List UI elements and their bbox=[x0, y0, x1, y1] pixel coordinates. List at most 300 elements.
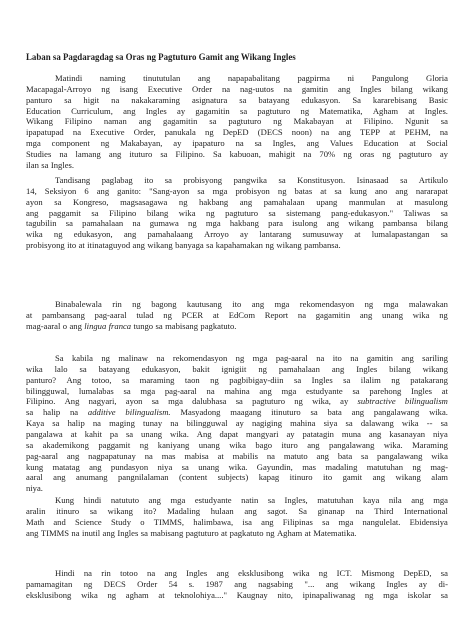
text-line bbox=[26, 462, 448, 473]
word: hakbang bbox=[199, 196, 229, 207]
word: isang bbox=[119, 83, 138, 94]
word: bilang bbox=[391, 83, 413, 94]
word: wikang bbox=[422, 363, 448, 374]
word: ang bbox=[368, 428, 382, 439]
text-line bbox=[26, 186, 448, 197]
text-line bbox=[26, 149, 448, 160]
word: ng bbox=[277, 185, 287, 196]
word: kapag bbox=[258, 472, 280, 483]
word: Ingles. bbox=[424, 105, 448, 116]
word: sa bbox=[239, 105, 248, 116]
word: magsasagawa bbox=[120, 196, 168, 207]
word: Seksiyon bbox=[44, 185, 77, 196]
word: ang bbox=[395, 185, 408, 196]
word: subtractive bbox=[357, 396, 396, 407]
word: Filipino bbox=[109, 207, 137, 218]
word: ilan bbox=[26, 159, 39, 170]
word: bilingguwal bbox=[186, 418, 228, 429]
word: at bbox=[396, 196, 403, 207]
word: tagubilin bbox=[26, 218, 57, 229]
text-line bbox=[55, 353, 448, 364]
word: lalo bbox=[54, 363, 68, 374]
word: probisyon bbox=[235, 185, 270, 196]
word: patakarang bbox=[410, 374, 448, 385]
word: sa bbox=[345, 418, 353, 429]
word: na bbox=[170, 418, 179, 429]
word: bilingualism. bbox=[125, 407, 171, 418]
word: Study bbox=[110, 516, 132, 527]
word: sa bbox=[343, 374, 351, 385]
word: batayang bbox=[258, 94, 290, 105]
word: ng bbox=[364, 299, 374, 309]
word: sa bbox=[268, 207, 276, 218]
word: ito bbox=[232, 299, 242, 309]
word: na bbox=[92, 418, 101, 429]
word: pag-aaral bbox=[26, 450, 58, 461]
word: mabisang bbox=[150, 527, 184, 538]
word: ang bbox=[306, 138, 320, 149]
word: wika bbox=[292, 568, 310, 578]
word: isa bbox=[242, 516, 252, 527]
word: ipapatupad bbox=[26, 127, 64, 138]
word: sa bbox=[26, 407, 34, 418]
word: sa bbox=[440, 568, 448, 578]
word: ang bbox=[359, 309, 373, 320]
word: bilingguwal, bbox=[26, 385, 70, 396]
word: Social bbox=[426, 138, 448, 149]
text-line bbox=[26, 106, 448, 117]
word: wika. bbox=[429, 407, 448, 418]
word: sa bbox=[65, 218, 73, 229]
word: Artikulo bbox=[418, 175, 448, 185]
word: bagong bbox=[151, 299, 177, 309]
word: TIMMS, bbox=[153, 516, 185, 527]
word: estudyante bbox=[305, 385, 343, 396]
word: mga bbox=[274, 299, 290, 309]
word: maagang bbox=[230, 407, 262, 418]
word: alam bbox=[431, 472, 448, 483]
word: batas bbox=[294, 185, 313, 196]
word: sagot. bbox=[267, 505, 288, 516]
word: ang bbox=[102, 527, 115, 538]
word: na bbox=[303, 148, 312, 159]
word: lingua bbox=[84, 320, 107, 331]
word: component bbox=[51, 138, 90, 149]
word: Ingles bbox=[386, 578, 408, 589]
word: mga bbox=[140, 385, 156, 396]
word: Masyadong bbox=[180, 407, 221, 418]
word: ang bbox=[234, 578, 247, 589]
word: at bbox=[70, 428, 77, 439]
word: ay bbox=[439, 148, 448, 159]
word: ang bbox=[96, 185, 110, 196]
word: Arroyo bbox=[204, 229, 229, 240]
text-line bbox=[26, 84, 448, 95]
word: sa bbox=[239, 94, 247, 105]
word: natututo bbox=[110, 495, 140, 505]
word: Ingles. bbox=[50, 159, 75, 170]
word: Ingles, bbox=[272, 138, 296, 149]
word: totoo bbox=[120, 568, 138, 578]
word: pang-edukasyon." bbox=[331, 207, 394, 218]
word: bata bbox=[337, 450, 353, 461]
word: Gayundin, bbox=[256, 461, 293, 472]
word: pambansa. bbox=[304, 240, 341, 251]
word: inutil bbox=[81, 527, 101, 538]
word: at bbox=[408, 105, 415, 116]
word: ituro bbox=[281, 439, 298, 450]
word: mga bbox=[433, 495, 448, 505]
word: na bbox=[206, 385, 215, 396]
word: DepED bbox=[222, 127, 249, 138]
word: pamahalaang bbox=[147, 229, 193, 240]
word: Maraming bbox=[412, 439, 448, 450]
word: Filipinas bbox=[282, 516, 313, 527]
word: niya bbox=[157, 461, 173, 472]
word: ang bbox=[197, 73, 211, 83]
word: bago bbox=[255, 439, 273, 450]
text-line bbox=[26, 310, 448, 321]
word: Ingles bbox=[145, 105, 167, 116]
word: sa bbox=[352, 385, 360, 396]
word: Filipino. bbox=[175, 148, 205, 159]
word: Order bbox=[192, 83, 213, 94]
text-line bbox=[26, 375, 448, 386]
word: Ingles, bbox=[284, 495, 308, 505]
word: gagamitin bbox=[163, 116, 198, 127]
word: dalawang bbox=[360, 418, 394, 429]
word: akademikong bbox=[42, 439, 89, 450]
word: teknolohiya...." bbox=[174, 589, 227, 600]
word: Sa bbox=[55, 353, 64, 363]
word: ang bbox=[164, 568, 177, 578]
word: pa bbox=[109, 428, 119, 439]
word: sa bbox=[440, 207, 448, 218]
word: pag-aaral bbox=[275, 353, 308, 363]
word: ng bbox=[258, 363, 267, 374]
word: na bbox=[156, 353, 165, 363]
word: at bbox=[354, 229, 361, 240]
word: kasanayan bbox=[389, 428, 426, 439]
word: sa bbox=[160, 148, 168, 159]
word: Taliwas bbox=[403, 207, 431, 218]
text-line bbox=[55, 568, 448, 579]
word: Isinasaad bbox=[356, 175, 389, 185]
word: ng bbox=[101, 353, 110, 363]
word: kaya bbox=[363, 495, 380, 505]
word: bilang bbox=[426, 218, 448, 229]
word: lumalabas bbox=[78, 385, 114, 396]
word: kabuoan, bbox=[229, 148, 261, 159]
word: ang bbox=[261, 516, 274, 527]
word: (DECS bbox=[257, 127, 283, 138]
word: subjects) bbox=[217, 472, 249, 483]
word: wika bbox=[401, 418, 419, 429]
word: ng bbox=[300, 105, 310, 116]
word: hindi bbox=[83, 495, 102, 505]
word: tunay bbox=[143, 418, 163, 429]
word: mahina bbox=[290, 418, 316, 429]
word: nararapat bbox=[415, 185, 448, 196]
word: pag-aaral bbox=[94, 309, 127, 320]
word: ng bbox=[163, 309, 172, 320]
word: manmulan bbox=[348, 196, 386, 207]
word: matutuhan bbox=[366, 461, 404, 472]
word: di- bbox=[438, 578, 448, 589]
word: banyaga bbox=[175, 240, 204, 251]
word: pagpirma bbox=[297, 73, 330, 83]
word: gamit bbox=[342, 472, 363, 483]
word: ito bbox=[332, 353, 342, 363]
word: Matematika. bbox=[313, 527, 357, 538]
word: itinataguyod bbox=[87, 240, 131, 251]
word: at bbox=[221, 527, 228, 538]
word: DECS bbox=[103, 578, 126, 589]
word: sa bbox=[89, 505, 97, 516]
word: halip bbox=[42, 407, 61, 418]
word: ng bbox=[101, 83, 110, 94]
word: at bbox=[441, 385, 448, 396]
word: Binabalewala bbox=[55, 299, 102, 309]
word: wika. bbox=[169, 428, 189, 439]
word: and bbox=[53, 516, 66, 527]
word: wika bbox=[412, 309, 430, 320]
text-line bbox=[26, 407, 448, 418]
text-line bbox=[26, 218, 448, 229]
text-line bbox=[26, 579, 448, 590]
word: ng bbox=[100, 138, 110, 149]
word: maraming bbox=[139, 374, 175, 385]
word: mahina bbox=[224, 385, 250, 396]
text-line bbox=[26, 517, 448, 528]
word: asignatura bbox=[191, 94, 228, 105]
word: Matindi bbox=[55, 73, 83, 83]
word: mag- bbox=[430, 461, 448, 472]
word: ay bbox=[286, 428, 295, 439]
word: tulad bbox=[136, 309, 154, 320]
word: wikang bbox=[395, 472, 421, 483]
word: Pangulong bbox=[371, 73, 409, 83]
word: bilingualism bbox=[404, 396, 448, 407]
word: ang bbox=[326, 218, 340, 229]
word: ang bbox=[108, 148, 122, 159]
word: itinuro bbox=[289, 472, 313, 483]
word: DepED, bbox=[403, 568, 432, 578]
word: Kaugnay bbox=[236, 589, 268, 600]
word: sa bbox=[440, 229, 448, 240]
word: mangyari bbox=[246, 428, 279, 439]
word: itinuro bbox=[56, 505, 80, 516]
word: Kaya bbox=[26, 418, 45, 429]
word: rin bbox=[112, 299, 122, 309]
word: 14, bbox=[26, 185, 37, 196]
word: kapahamakan bbox=[215, 240, 263, 251]
word: patatagin bbox=[302, 428, 334, 439]
word: ang bbox=[66, 450, 80, 461]
word: ang bbox=[148, 495, 161, 505]
word: pangalawang bbox=[373, 407, 420, 418]
text-line bbox=[26, 483, 45, 494]
word: Konstitusyon. bbox=[297, 175, 346, 185]
word: TEPP bbox=[359, 127, 381, 138]
word: mahigit bbox=[268, 148, 296, 159]
word: Order bbox=[137, 578, 158, 589]
word: na bbox=[59, 148, 68, 159]
word: s. bbox=[188, 578, 195, 589]
word: at bbox=[345, 116, 352, 127]
word: kung bbox=[26, 461, 44, 472]
word: sariling bbox=[422, 353, 448, 363]
word: kung bbox=[349, 185, 367, 196]
word: mabilis bbox=[232, 450, 258, 461]
document-title: Laban sa Pagdaragdag sa Oras ng Pagtuturo Gamit ang Wikang Ingles bbox=[26, 52, 296, 62]
word: ang bbox=[351, 407, 365, 418]
word: ignigiit bbox=[221, 363, 247, 374]
word: ang bbox=[401, 353, 414, 363]
word: tungo bbox=[133, 320, 154, 331]
word: sa bbox=[440, 116, 448, 127]
word: wika, bbox=[312, 396, 331, 407]
text-line bbox=[26, 127, 448, 138]
word: sa bbox=[310, 407, 318, 418]
word: ipinapaliwanag bbox=[302, 589, 356, 600]
word: sa bbox=[140, 527, 148, 538]
word: Wikang bbox=[26, 116, 53, 127]
word: ng bbox=[139, 439, 149, 450]
word: sa bbox=[206, 240, 214, 251]
word: ng bbox=[206, 207, 215, 218]
word: Kung bbox=[55, 495, 75, 505]
word: ng bbox=[318, 568, 328, 578]
word: sa bbox=[400, 175, 408, 185]
word: nito, bbox=[277, 589, 293, 600]
word: Agham bbox=[372, 105, 399, 116]
word: aralin bbox=[26, 505, 46, 516]
word: ng bbox=[83, 578, 93, 589]
word: wika bbox=[178, 207, 196, 218]
word: pagbibigay-diin bbox=[229, 374, 284, 385]
word: panturo bbox=[26, 94, 53, 105]
word: ang bbox=[244, 505, 257, 516]
word: pagtuturo bbox=[252, 396, 286, 407]
text-line bbox=[26, 429, 448, 440]
word: parehong bbox=[369, 385, 402, 396]
word: ayon bbox=[125, 396, 143, 407]
word: pangalawang bbox=[377, 450, 423, 461]
word: Order, bbox=[133, 127, 156, 138]
text-line bbox=[26, 386, 448, 397]
word: na bbox=[321, 127, 330, 138]
word: na bbox=[83, 568, 92, 578]
word: nag-uutos bbox=[240, 83, 274, 94]
word: na bbox=[350, 353, 359, 363]
word: mga bbox=[212, 185, 228, 196]
word: pangwika bbox=[233, 175, 267, 185]
word: kautusang bbox=[186, 299, 222, 309]
word: ng bbox=[343, 148, 352, 159]
word: pagtuturo bbox=[398, 148, 432, 159]
word: ito bbox=[144, 175, 154, 185]
word: "Sang-ayon bbox=[149, 185, 190, 196]
word: unang bbox=[382, 309, 404, 320]
text-line bbox=[26, 160, 76, 171]
word: gagamitin bbox=[195, 105, 230, 116]
word: malawakan bbox=[408, 299, 448, 309]
word: mga bbox=[281, 385, 297, 396]
word: totoo, bbox=[91, 374, 112, 385]
word: masulong bbox=[414, 196, 448, 207]
word: ito bbox=[67, 240, 77, 251]
word: sumusuway bbox=[302, 229, 344, 240]
word: edukasyon, bbox=[73, 229, 113, 240]
word: Ingles bbox=[411, 385, 433, 396]
word: ang bbox=[372, 472, 386, 483]
word: itinuturo bbox=[271, 407, 301, 418]
word: sa bbox=[155, 320, 163, 331]
word: ay bbox=[340, 396, 349, 407]
word: Education bbox=[363, 138, 399, 149]
word: ang bbox=[216, 568, 229, 578]
word: na bbox=[283, 83, 292, 94]
word: Filipino bbox=[64, 116, 92, 127]
word: gumawa bbox=[149, 218, 179, 229]
word: mas bbox=[302, 461, 317, 472]
text-line bbox=[26, 364, 448, 375]
word: Values bbox=[329, 138, 353, 149]
word: na bbox=[147, 568, 156, 578]
word: sa bbox=[440, 418, 448, 429]
word: ang bbox=[26, 527, 39, 538]
word: ay bbox=[235, 418, 244, 429]
word: Ingles bbox=[356, 363, 378, 374]
word: 54 bbox=[168, 578, 178, 589]
word: sistemang bbox=[286, 207, 321, 218]
word: ay bbox=[240, 229, 249, 240]
word: PEHM, bbox=[404, 127, 431, 138]
word: iskolar bbox=[407, 589, 432, 600]
word: Report bbox=[264, 309, 289, 320]
word: ng bbox=[391, 374, 400, 385]
word: lamang bbox=[75, 148, 101, 159]
word: ng bbox=[132, 299, 141, 309]
word: ang bbox=[132, 240, 145, 251]
word: muna bbox=[341, 428, 361, 439]
word: Sa bbox=[298, 505, 307, 516]
word: wikang bbox=[422, 83, 448, 94]
text-line bbox=[26, 95, 448, 106]
word: Education bbox=[26, 105, 61, 116]
word: na bbox=[316, 353, 325, 363]
word: ang bbox=[338, 127, 351, 138]
word: pangnilalaman bbox=[118, 472, 169, 483]
word: sa bbox=[91, 207, 99, 218]
word: halimbawa, bbox=[193, 516, 234, 527]
text-line bbox=[26, 240, 343, 251]
text-line bbox=[26, 396, 448, 407]
word: oras bbox=[359, 148, 375, 159]
word: pagkatuto. bbox=[200, 320, 237, 331]
word: Kongreso, bbox=[72, 196, 109, 207]
word: 1987 bbox=[205, 578, 223, 589]
word: ang bbox=[89, 461, 102, 472]
word: na bbox=[71, 527, 80, 538]
text-line bbox=[26, 528, 359, 539]
word: sa bbox=[151, 396, 159, 407]
word: Third bbox=[374, 505, 394, 516]
word: mga bbox=[383, 299, 399, 309]
word: Ingles bbox=[311, 374, 333, 385]
word: bakit bbox=[192, 363, 210, 374]
